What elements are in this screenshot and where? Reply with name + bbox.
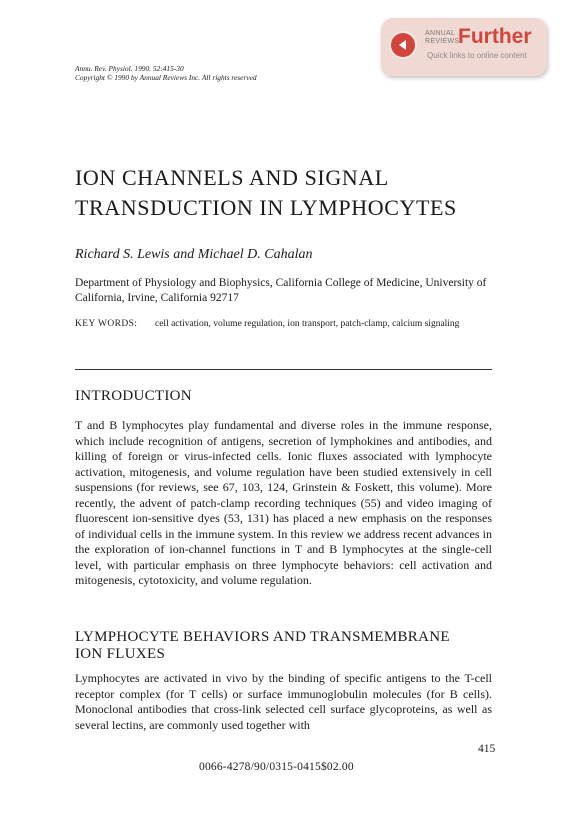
page-number: 415 xyxy=(478,743,496,755)
badge-reviews-text: REVIEWS xyxy=(425,38,460,45)
introduction-heading: INTRODUCTION xyxy=(75,388,192,404)
behaviors-paragraph: Lymphocytes are activated in vivo by the binding of specific antigens to the T-cell receptor complex (for T cells) or surface immunoglobulin molecules (for B cells). Monoclonal antibodies that cross-link selected cell surface glycoproteins, as well as several lectins, are commonly used together with xyxy=(75,671,492,732)
journal-reference: Annu. Rev. Physiol. 1990. 52:415-30 xyxy=(75,64,184,73)
badge-subtitle: Quick links to online content xyxy=(427,51,527,60)
behaviors-heading-line-1: LYMPHOCYTE BEHAVIORS AND TRANSMEMBRANE xyxy=(75,629,450,645)
section-divider xyxy=(75,369,492,370)
further-badge[interactable] xyxy=(381,18,547,76)
badge-annual-text: ANNUAL xyxy=(425,30,456,37)
fee-code: 0066-4278/90/0315-0415$02.00 xyxy=(199,761,354,773)
keywords-label: KEY WORDS: xyxy=(75,319,138,329)
behaviors-heading xyxy=(75,629,450,663)
introduction-paragraph: T and B lymphocytes play fundamental and diverse roles in the immune response, which include recognition of antigens, secretion of lymphokines and antibodies, and killing of foreign or virus-infected cells. Ionic fluxes associated with lymphocyte activation, mitogenesis, and volume regulation have been studied extensively in cell suspensions (for reviews, see 67, 103, 124, Grinstein & Foskett, this volume). More recently, the advent of patch-clamp recording techniques (55) and video imaging of fluorescent ion-sensitive dyes (53, 131) has placed a new emphasis on the responses of individual cells in the immune system. In this review we address recent advances in the exploration of ion-channel functions in T and B lymphocytes at the single-cell level, with particular emphasis on three lymphocyte behaviors: cell activation and mitogenesis, cytotoxicity, and volume regulation. xyxy=(75,418,492,587)
behaviors-heading-line-2: ION FLUXES xyxy=(75,646,166,662)
keywords-list: cell activation, volume regulation, ion transport, patch-clamp, calcium signaling xyxy=(155,319,460,329)
article-title xyxy=(75,163,457,223)
authors: Richard S. Lewis and Michael D. Cahalan xyxy=(75,247,313,262)
title-line-2: TRANSDUCTION IN LYMPHOCYTES xyxy=(75,195,457,220)
badge-further-label[interactable]: Further xyxy=(458,25,532,48)
title-line-1: ION CHANNELS AND SIGNAL xyxy=(75,165,389,190)
back-arrow-icon[interactable] xyxy=(389,31,417,59)
affiliation: Department of Physiology and Biophysics, California College of Medicine, University of California, Irvine, California 92717 xyxy=(75,277,487,304)
copyright-notice: Copyright © 1990 by Annual Reviews Inc. All rights reserved xyxy=(75,73,257,82)
